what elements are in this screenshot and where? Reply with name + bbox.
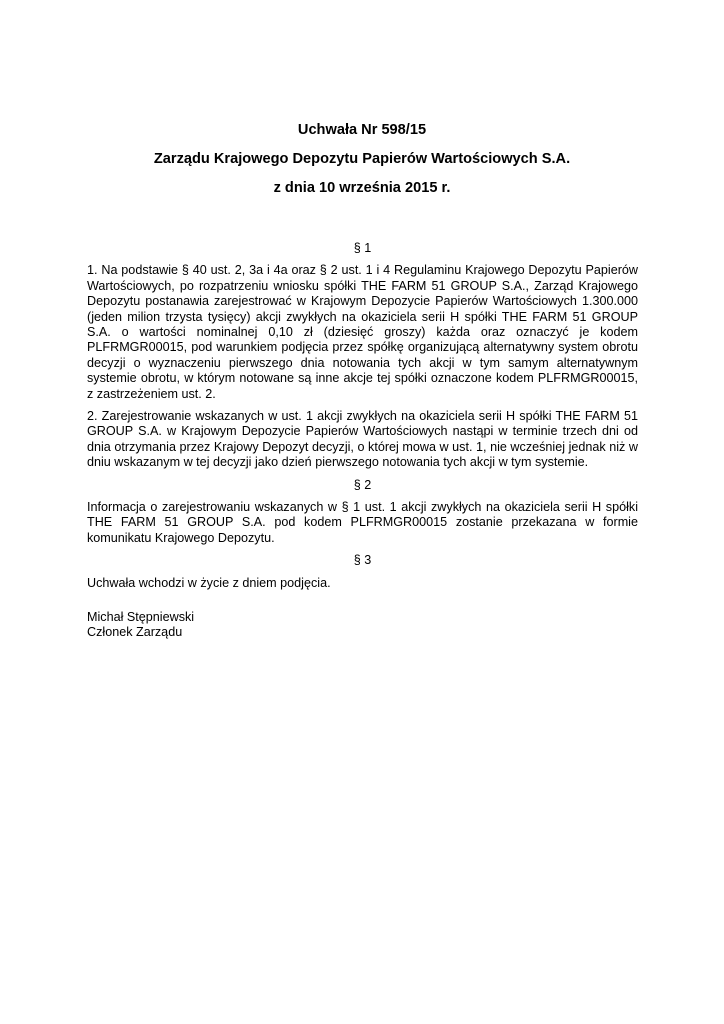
document-header [0,121,724,208]
section-3-paragraph-1: Uchwała wchodzi w życie z dniem podjęcia. [87,575,331,590]
signatory-role: Członek Zarządu [87,625,183,640]
section-3-mark: § 3 [353,553,372,568]
section-1-paragraph-1: 1. Na podstawie § 40 ust. 2, 3a i 4a oraz § 2 ust. 1 i 4 Regulaminu Krajowego Depozytu Papierów Wartościowych, po rozpatrzeniu wniosku spółki THE FARM 51 GROUP S.A., Zarząd Krajowego Depozytu postanawia zarejestrować w Krajowym Depozycie Papierów Wartościowych 1.300.000 (jeden milion trzysta tysięcy) akcji zwykłych na okaziciela serii H spółki THE FARM 51 GROUP S.A. o wartości nominalnej 0,10 zł (dziesięć groszy) każda oraz oznaczyć je kodem PLFRMGR00015, pod warunkiem podjęcia przez spółkę organizującą alternatywny system obrotu decyzji o wyznaczeniu pierwszego dnia notowania tych akcji w tym samym alternatywnym systemie obrotu, w którym notowane są inne akcje tej spółki oznaczone kodem PLFRMGR00015, z zastrzeżeniem ust. 2. [87,263,638,401]
section-2-mark: § 2 [353,477,372,492]
resolution-date: z dnia 10 września 2015 r. [273,180,451,196]
section-1-paragraph-2: 2. Zarejestrowanie wskazanych w ust. 1 akcji zwykłych na okaziciela serii H spółki THE FARM 51 GROUP S.A. w Krajowym Depozycie Papierów Wartościowych nastąpi w terminie trzech dni od dnia otrzymania przez Krajowy Depozyt decyzji, o której mowa w ust. 1, nie wcześniej jednak niż w dniu wskazanym w tej decyzji jako dzień pierwszego notowania tych akcji w tym systemie. [87,409,638,470]
section-2-paragraph-1: Informacja o zarejestrowaniu wskazanych w § 1 ust. 1 akcji zwykłych na okaziciela serii H spółki THE FARM 51 GROUP S.A. pod kodem PLFRMGR00015 zostanie przekazana w formie komunikatu Krajowego Depozytu. [87,500,638,545]
issuing-body: Zarządu Krajowego Depozytu Papierów Wartościowych S.A. [153,151,571,167]
resolution-number: Uchwała Nr 598/15 [297,122,427,138]
signatory-name: Michał Stępniewski [87,610,195,625]
signature-block [87,610,638,641]
section-1-mark: § 1 [353,241,372,255]
document-body [87,241,638,641]
